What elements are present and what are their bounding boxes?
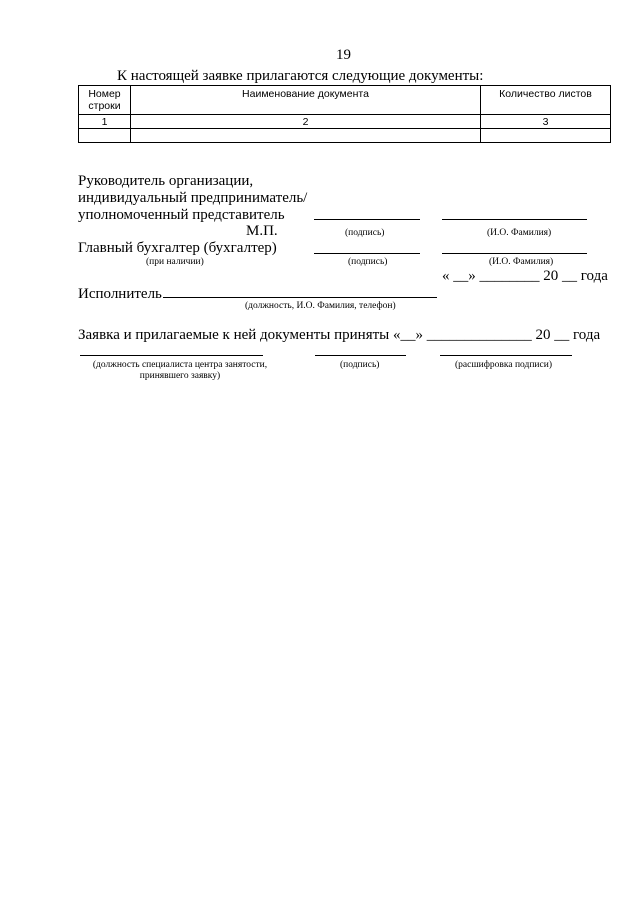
accountant-signature-line (314, 253, 420, 254)
table-header-row (79, 86, 611, 115)
head-signature-line (314, 219, 420, 220)
attachments-table (78, 85, 611, 143)
acceptance-text: Заявка и прилагаемые к ней документы приняты «__» ______________ 20 __ года (78, 327, 601, 343)
accountant-name-line (442, 253, 587, 254)
acceptance-signature-caption: (подпись) (340, 360, 380, 370)
acceptance-position-caption: (должность специалиста центра занятости, принявшего заявку) (92, 360, 268, 381)
header-row-number: Номер строки (79, 86, 131, 115)
header-sheet-count: Количество листов (481, 86, 611, 115)
accountant-name-caption: (И.О. Фамилия) (489, 257, 554, 267)
table-cell: 3 (481, 115, 611, 129)
head-name-line (442, 219, 587, 220)
acceptance-decoding-caption: (расшифровка подписи) (455, 360, 552, 370)
accountant-label: Главный бухгалтер (бухгалтер) (78, 240, 277, 256)
acceptance-position-line (80, 355, 263, 356)
executor-label: Исполнитель (78, 286, 162, 302)
executor-line (163, 297, 437, 298)
table-cell: 2 (131, 115, 481, 129)
stamp-mark: М.П. (246, 223, 278, 239)
head-signature-caption: (подпись) (345, 228, 385, 238)
accountant-signature-caption: (подпись) (348, 257, 388, 267)
page-number: 19 (336, 47, 351, 63)
head-name-caption: (И.О. Фамилия) (487, 228, 552, 238)
header-document-name: Наименование документа (131, 86, 481, 115)
acceptance-decoding-line (440, 355, 572, 356)
head-label-line-2: индивидуальный предприниматель/ (78, 190, 308, 206)
table-numbering-row (79, 115, 611, 129)
accountant-note: (при наличии) (146, 257, 204, 267)
head-label-line-1: Руководитель организации, (78, 173, 254, 189)
head-label-line-3: уполномоченный представитель (78, 207, 285, 223)
executor-caption: (должность, И.О. Фамилия, телефон) (245, 301, 396, 311)
attachments-intro: К настоящей заявке прилагаются следующие документы: (117, 68, 484, 84)
table-cell (79, 129, 131, 143)
table-row (79, 129, 611, 143)
table-cell (481, 129, 611, 143)
acceptance-signature-line (315, 355, 406, 356)
table-cell: 1 (79, 115, 131, 129)
date-line: « __» ________ 20 __ года (442, 268, 608, 284)
table-cell (131, 129, 481, 143)
